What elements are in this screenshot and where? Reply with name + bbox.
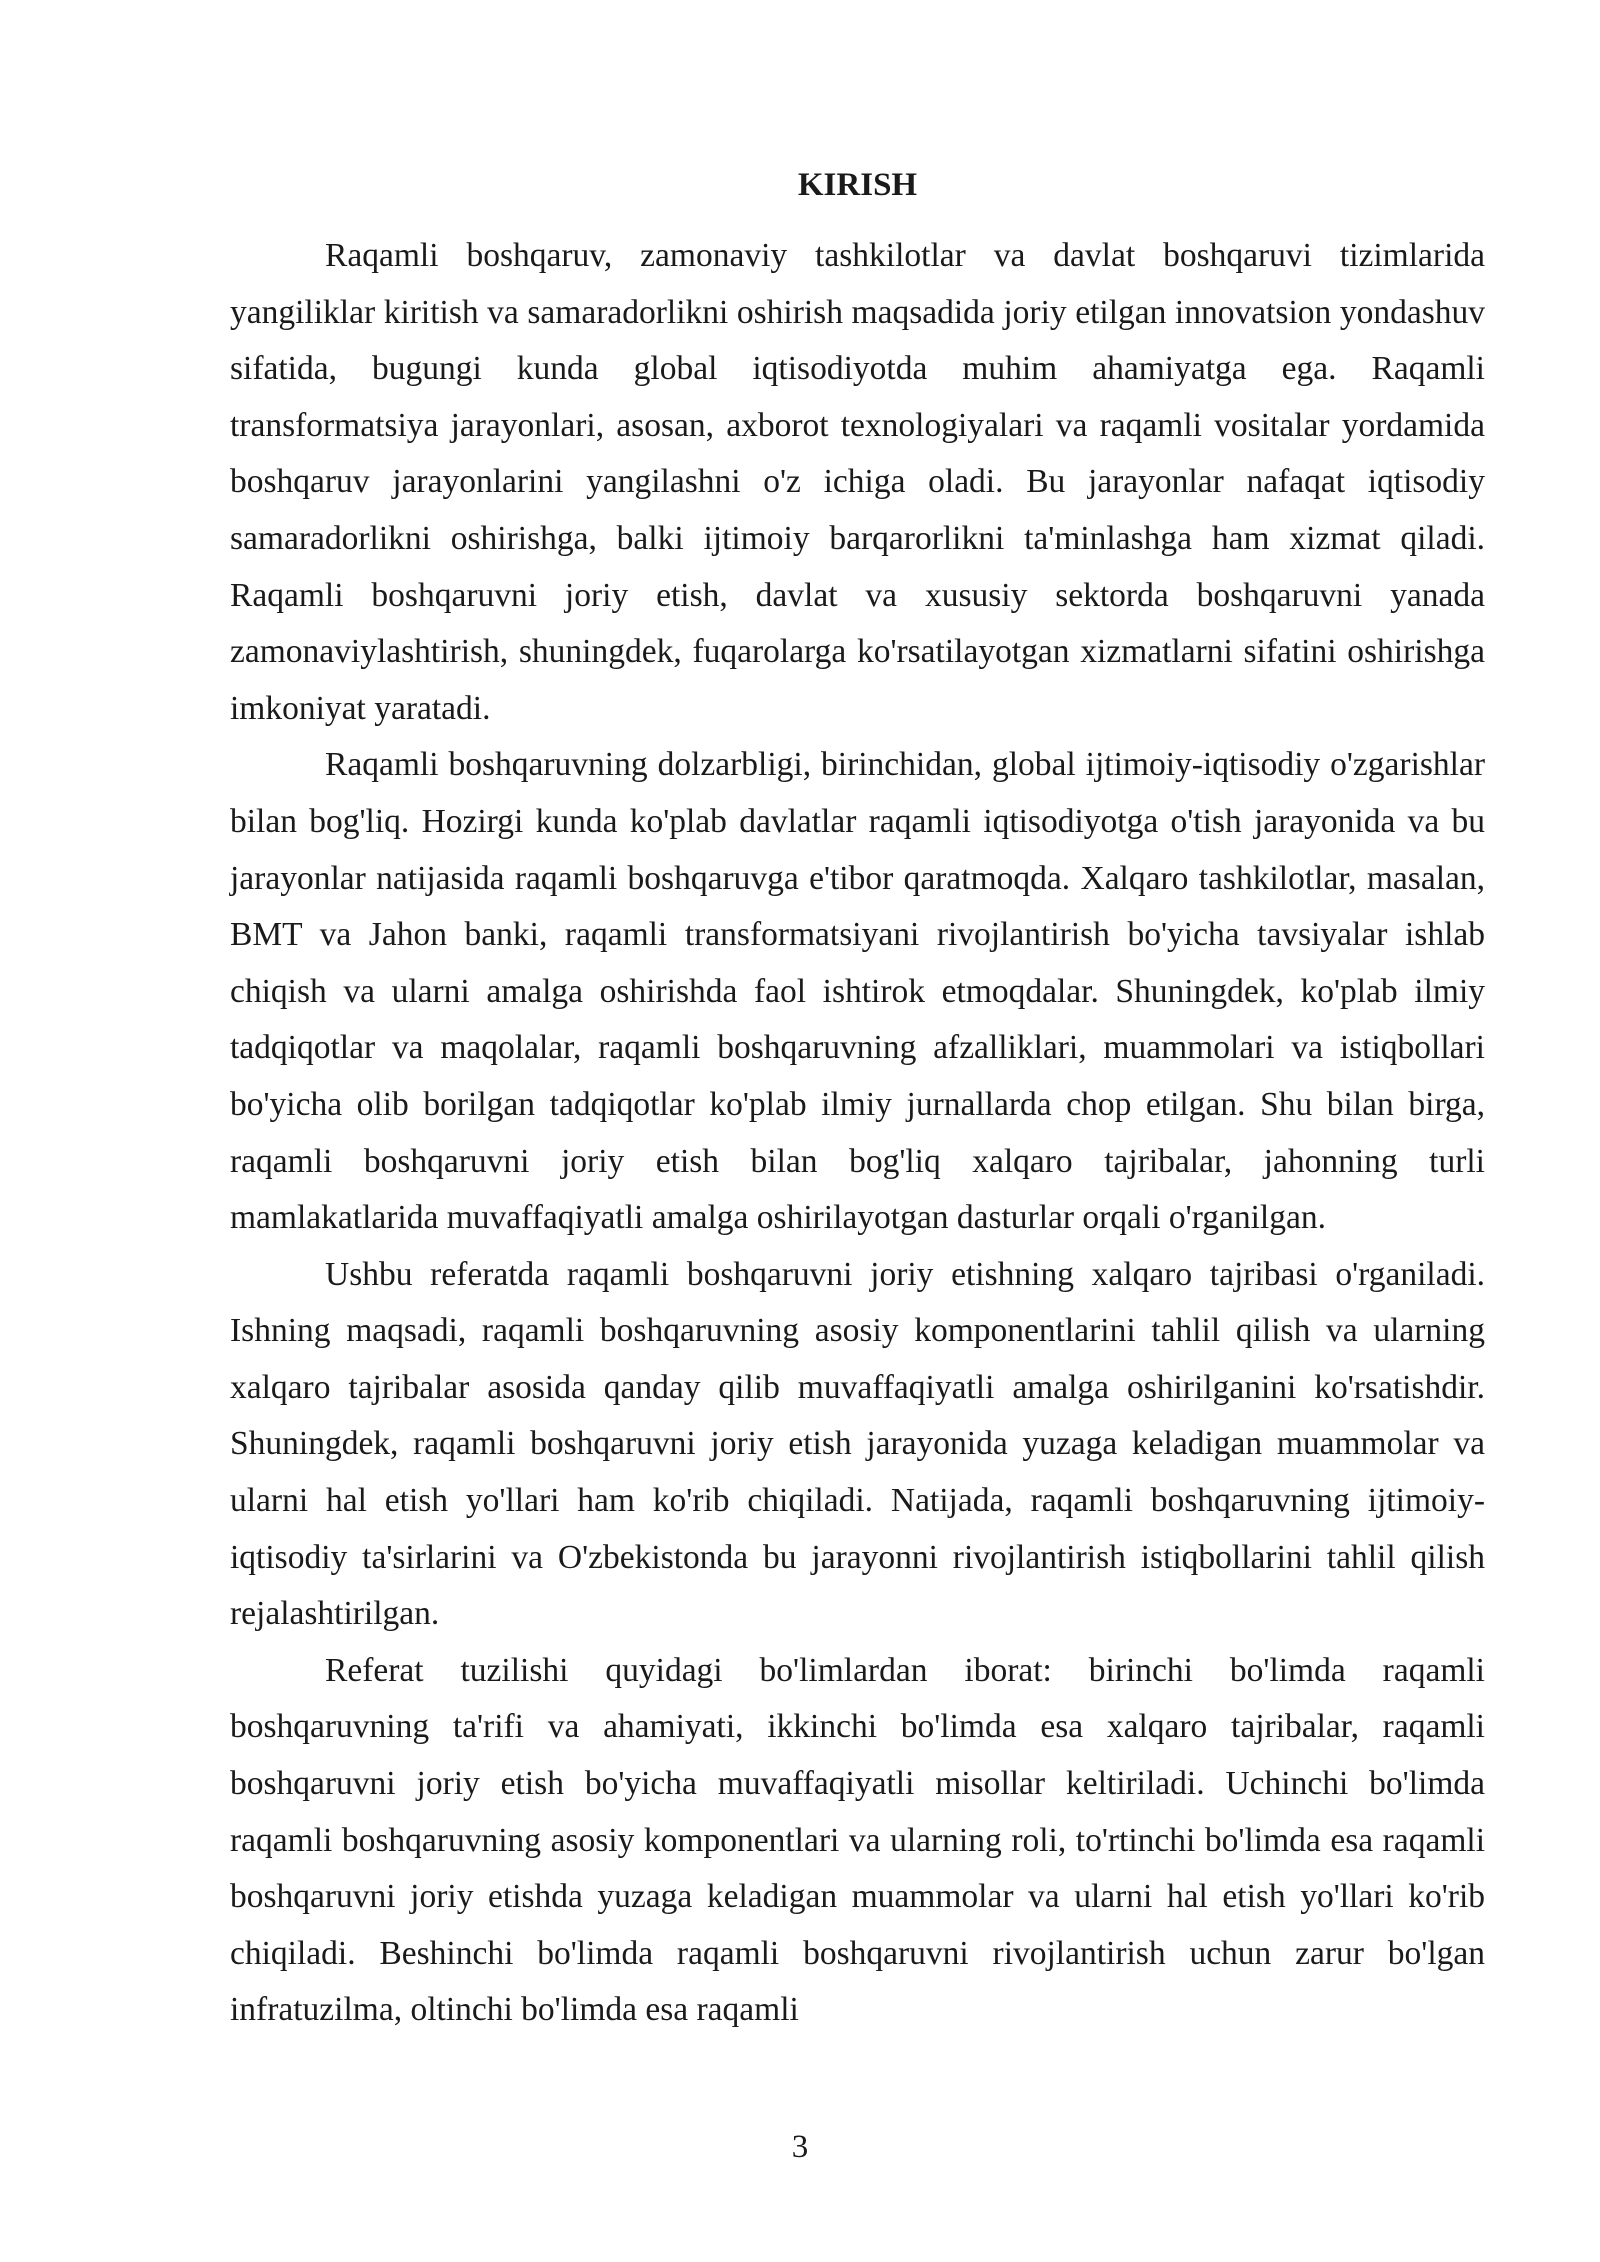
page-number: 3 [791, 2129, 809, 2165]
document-page [230, 160, 1485, 2039]
paragraph-introduction: Raqamli boshqaruv, zamonaviy tashkilotlar va davlat boshqaruvi tizimlarida yangiliklar kiritish va samaradorlikni oshirish maqsadida joriy etilgan innovatsion yondashuv sifatida, bugungi kunda global iqtisodiyotda muhim ahamiyatga ega. Raqamli transformatsiya jarayonlari, asosan, axborot texnologiyalari va raqamli vositalar yordamida boshqaruv jarayonlarini yangilashni o'z ichiga oladi. Bu jarayonlar nafaqat iqtisodiy samaradorlikni oshirishga, balki ijtimoiy barqarorlikni ta'minlashga ham xizmat qiladi. Raqamli boshqaruvni joriy etish, davlat va xususiy sektorda boshqaruvni yanada zamonaviylashtirish, shuningdek, fuqarolarga ko'rsatilayotgan xizmatlarni sifatini oshirishga imkoniyat yaratadi. [230, 237, 1485, 727]
paragraph-structure: Referat tuzilishi quyidagi bo'limlardan iborat: birinchi bo'limda raqamli boshqaruvning ta'rifi va ahamiyati, ikkinchi bo'limda esa xalqaro tajribalar, raqamli boshqaruvni joriy etish bo'yicha muvaffaqiyatli misollar keltiriladi. Uchinchi bo'limda raqamli boshqaruvning asosiy komponentlari va ularning roli, to'rtinchi bo'limda esa raqamli boshqaruvni joriy etishda yuzaga keladigan muammolar va ularni hal etish yo'llari ko'rib chiqiladi. Beshinchi bo'limda raqamli boshqaruvni rivojlantirish uchun zarur bo'lgan infratuzilma, oltinchi bo'limda esa raqamli [230, 1651, 1485, 2029]
paragraph-relevance: Raqamli boshqaruvning dolzarbligi, birinchidan, global ijtimoiy-iqtisodiy o'zgarishlar bilan bog'liq. Hozirgi kunda ko'plab davlatlar raqamli iqtisodiyotga o'tish jarayonida va bu jarayonlar natijasida raqamli boshqaruvga e'tibor qaratmoqda. Xalqaro tashkilotlar, masalan, BMT va Jahon banki, raqamli transformatsiyani rivojlantirish bo'yicha tavsiyalar ishlab chiqish va ularni amalga oshirishda faol ishtirok etmoqdalar. Shuningdek, ko'plab ilmiy tadqiqotlar va maqolalar, raqamli boshqaruvning afzalliklari, muammolari va istiqbollari bo'yicha olib borilgan tadqiqotlar ko'plab ilmiy jurnallarda chop etilgan. Shu bilan birga, raqamli boshqaruvni joriy etish bilan bog'liq xalqaro tajribalar, jahonning turli mamlakatlarida muvaffaqiyatli amalga oshirilayotgan dasturlar orqali o'rganilgan. [230, 746, 1485, 1237]
section-title: KIRISH [797, 167, 918, 203]
paragraph-purpose: Ushbu referatda raqamli boshqaruvni joriy etishning xalqaro tajribasi o'rganiladi. Ishning maqsadi, raqamli boshqaruvning asosiy komponentlarini tahlil qilish va ularning xalqaro tajribalar asosida qanday qilib muvaffaqiyatli amalga oshirilganini ko'rsatishdir. Shuningdek, raqamli boshqaruvni joriy etish jarayonida yuzaga keladigan muammolar va ularni hal etish yo'llari ham ko'rib chiqiladi. Natijada, raqamli boshqaruvning ijtimoiy-iqtisodiy ta'sirlarini va O'zbekistonda bu jarayonni rivojlantirish istiqbollarini tahlil qilish rejalashtirilgan. [230, 1255, 1485, 1633]
